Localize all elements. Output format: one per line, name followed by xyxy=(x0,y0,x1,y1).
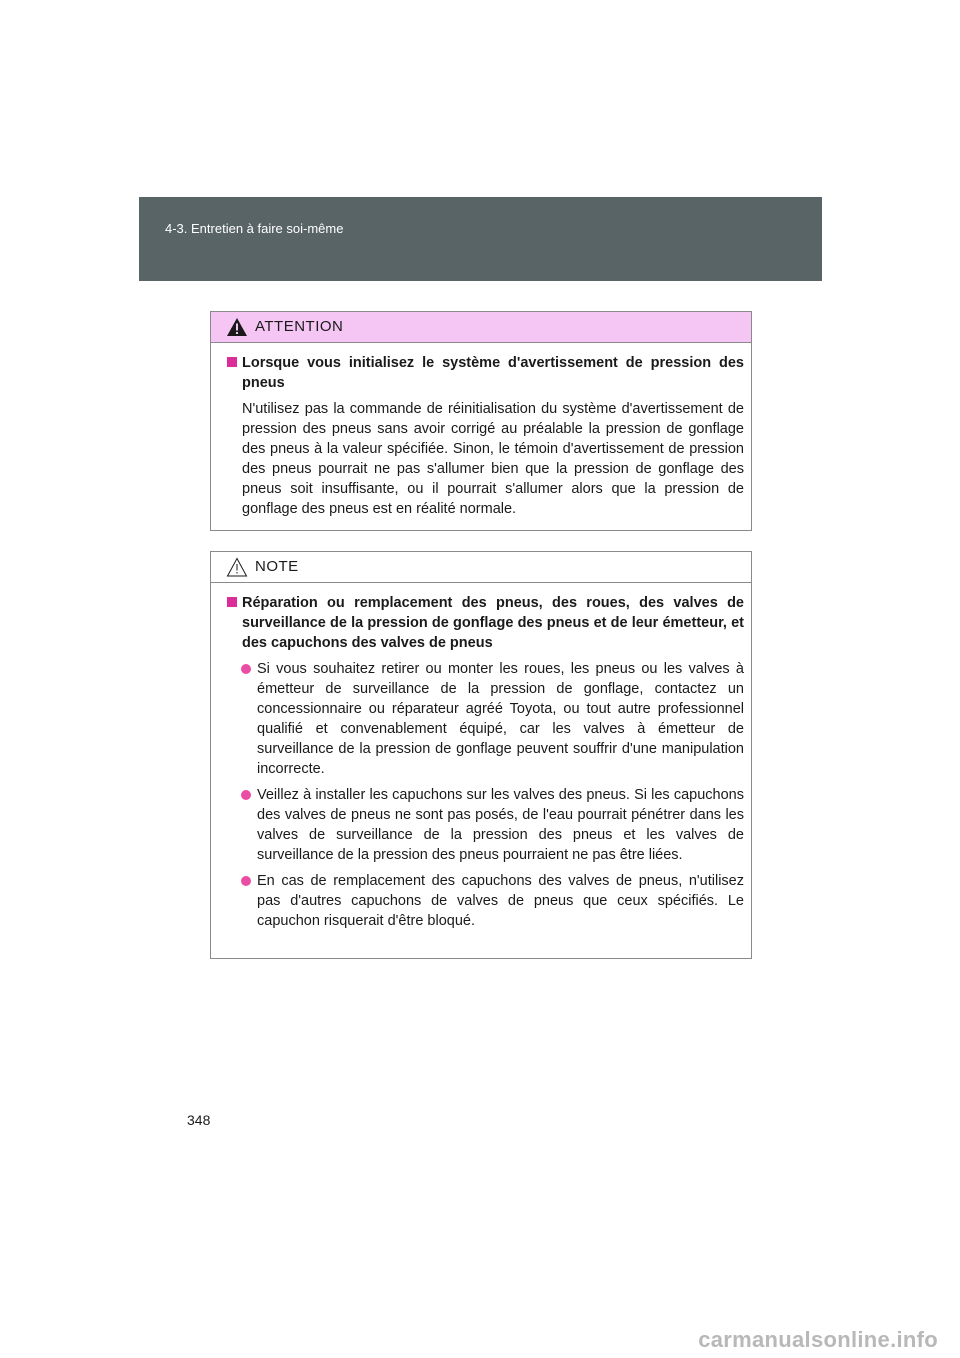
round-bullet-icon xyxy=(241,664,251,674)
attention-box xyxy=(210,311,752,531)
note-bullet xyxy=(227,785,744,865)
round-bullet-icon xyxy=(241,790,251,800)
attention-text: N'utilisez pas la commande de réinitialisation du système d'avertissement de pression des pneus sans avoir corrigé au préalable la pression de gonflage des pneus à la valeur spécifiée. Sinon, le témoin d'avertissement de pression des pneus pourrait ne pas s'allumer bien que la pression de gonflage des pneus soit insuffisante, ou il pourrait s'allumer alors que la pression de gonflage des pneus est en réalité normale. xyxy=(242,401,744,517)
attention-title-bar xyxy=(211,312,751,343)
square-bullet-icon xyxy=(227,357,237,367)
attention-title: ATTENTION xyxy=(255,318,344,335)
note-bullet xyxy=(227,659,744,779)
square-bullet-icon xyxy=(227,597,237,607)
watermark: carmanualsonline.info xyxy=(698,1327,938,1352)
attention-heading xyxy=(227,353,744,393)
warning-icon xyxy=(226,317,248,337)
caution-outline-icon xyxy=(226,557,248,577)
note-box xyxy=(210,551,752,959)
note-title-bar xyxy=(211,552,751,583)
note-title: NOTE xyxy=(255,558,299,575)
page-number: 348 xyxy=(187,1112,211,1128)
round-bullet-icon xyxy=(241,876,251,886)
note-bullet-text: En cas de remplacement des capuchons des valves de pneus, n'utilisez pas d'autres capuchons de valves de pneus que ceux spécifiés. Le capuchon risquerait d'être bloqué. xyxy=(257,873,744,929)
note-bullet-text: Si vous souhaitez retirer ou monter les roues, les pneus ou les valves à émetteur de surveillance de la pression de gonflage, contactez un concessionnaire ou réparateur agréé Toyota, ou tout autre professionnel qualifié et convenablement équipé, car les valves à émetteur de surveillance de la pression de gonflage peuvent souffrir d'une manipulation incorrecte. xyxy=(257,661,744,777)
note-heading xyxy=(227,593,744,653)
section-title: 4-3. Entretien à faire soi-même xyxy=(165,221,344,236)
note-bullet xyxy=(227,871,744,931)
note-bullet-text: Veillez à installer les capuchons sur les valves des pneus. Si les capuchons des valves de pneus ne sont pas posés, de l'eau pourrait pénétrer dans les valves de surveillance de la pression des pneus et les valves de surveillance de la pression des pneus pourraient ne pas être liées. xyxy=(257,787,744,863)
section-header xyxy=(139,197,822,281)
attention-heading-text: Lorsque vous initialisez le système d'avertissement de pression des pneus xyxy=(242,355,744,391)
note-heading-text: Réparation ou remplacement des pneus, des roues, des valves de surveillance de la pression de gonflage des pneus et de leur émetteur, et des capuchons des valves de pneus xyxy=(242,595,744,651)
